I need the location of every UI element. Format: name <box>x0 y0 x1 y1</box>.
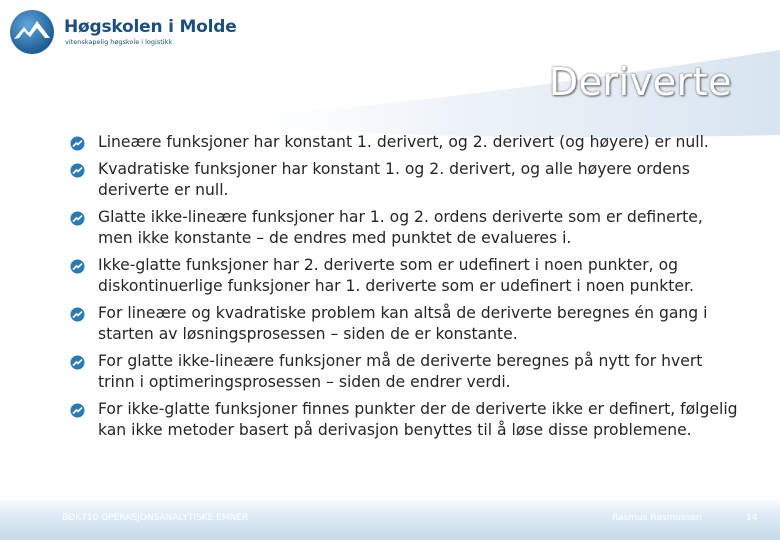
page-number: 14 <box>746 513 758 523</box>
logo-tagline: vitenskapelig høgskole i logistikk <box>65 38 173 46</box>
bullet-list <box>70 132 740 447</box>
rising-arrow-bullet-icon <box>70 355 85 370</box>
bullet-text: Lineære funksjoner har konstant 1. derivert, og 2. derivert (og høyere) er null. <box>98 133 709 151</box>
bullet-text: Ikke-glatte funksjoner har 2. deriverte som er udefinert i noen punkter, og diskontinuerlige funksjoner har 1. deriverte som er udefinert i noen punkter. <box>98 256 694 295</box>
bullet-text: For lineære og kvadratiske problem kan altså de deriverte beregnes én gang i starten av løsningsprosessen – siden de er konstante. <box>98 304 708 343</box>
rising-arrow-bullet-icon <box>70 211 85 226</box>
rising-arrow-bullet-icon <box>70 136 85 151</box>
bullet-item <box>70 132 740 153</box>
bullet-item <box>70 351 740 393</box>
rising-arrow-bullet-icon <box>70 307 85 322</box>
slide-title: Deriverte <box>548 60 732 104</box>
bullet-item <box>70 303 740 345</box>
bullet-item <box>70 399 740 441</box>
bullet-text: Glatte ikke-lineære funksjoner har 1. og 2. ordens deriverte som er definerte, men ikke konstante – de endres med punktet de evalueres i. <box>98 208 703 247</box>
bullet-text: For ikke-glatte funksjoner finnes punkter der de deriverte ikke er definert, følgelig kan ikke metoder basert på derivasjon benyttes til å løse disse problemene. <box>98 400 738 439</box>
bullet-item <box>70 255 740 297</box>
bullet-text: Kvadratiske funksjoner har konstant 1. og 2. derivert, og alle høyere ordens deriverte er null. <box>98 160 690 199</box>
rising-arrow-bullet-icon <box>70 163 85 178</box>
footer-author: Rasmus Rasmussen <box>612 513 702 523</box>
bullet-text: For glatte ikke-lineære funksjoner må de deriverte beregnes på nytt for hvert trinn i optimeringsprosessen – siden de endrer verdi. <box>98 352 703 391</box>
rising-arrow-bullet-icon <box>70 259 85 274</box>
footer-course: BØK710 OPERASJONSANALYTISKE EMNER <box>62 513 249 523</box>
bullet-item <box>70 207 740 249</box>
bullet-item <box>70 159 740 201</box>
logo-name: Høgskolen i Molde <box>64 17 237 37</box>
rising-arrow-bullet-icon <box>70 403 85 418</box>
